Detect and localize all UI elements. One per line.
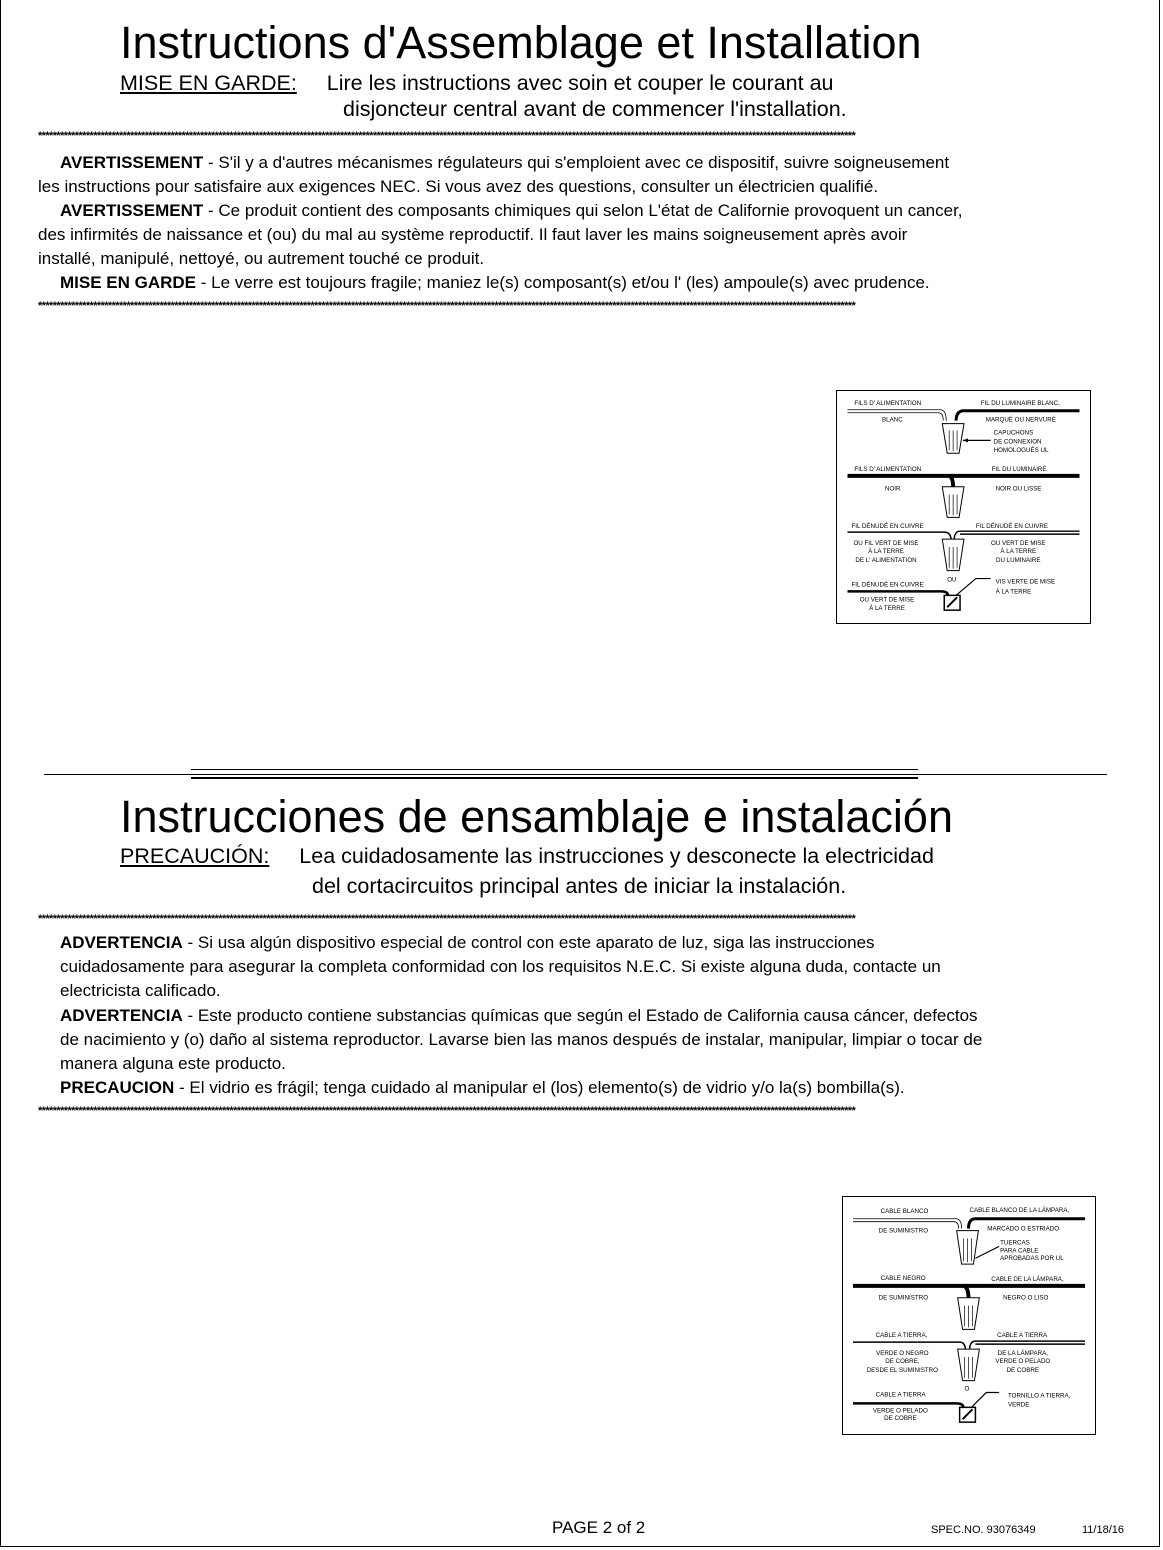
warning-text: cuidadosamente para asegurar la completa conformidad con los requisitos N.E.C. Si existe alguna duda, contacte un — [60, 957, 941, 977]
french-wiring-diagram — [836, 390, 1091, 624]
label: CABLE DE LA LÁMPARA, — [991, 1275, 1064, 1283]
label: NOIR OU LISSE — [995, 485, 1042, 493]
label: VIS VERTE DE MISE — [995, 578, 1056, 586]
warning-text: manera alguna este producto. — [60, 1054, 286, 1074]
spanish-caution-line1: Lea cuidadosamente las instrucciones y desconecte la electricidad — [299, 844, 934, 868]
french-warnings — [38, 151, 963, 295]
arrow-icon — [975, 1246, 999, 1258]
warning-text: electricista calificado. — [60, 981, 221, 1001]
separator: ****************************************************************************************************************************************************************************************************************************** — [38, 1106, 856, 1116]
label: PARA CABLE — [1000, 1247, 1039, 1255]
spec-number: SPEC.NO. 93076349 — [931, 1524, 1036, 1536]
separator: ****************************************************************************************************************************************************************************************************************************** — [38, 131, 856, 141]
label: CAPUCHONS — [993, 429, 1034, 437]
label: TORNILLO A TIERRA, — [1008, 1392, 1071, 1400]
divider-line — [191, 769, 918, 770]
wire-black — [848, 476, 1080, 488]
french-title: Instructions d'Assemblage et Installation — [120, 17, 922, 68]
french-caution-line2: disjoncteur central avant de commencer l'installation. — [343, 97, 847, 121]
label: CABLE A TIERRA — [997, 1332, 1048, 1340]
label: OU FIL VERT DE MISE — [853, 540, 919, 548]
label: O — [964, 1385, 970, 1393]
spec-date: 11/18/16 — [1082, 1524, 1125, 1536]
separator: ****************************************************************************************************************************************************************************************************************************** — [38, 301, 856, 311]
label: VERDE — [1008, 1401, 1030, 1409]
warning-label: ADVERTENCIA — [60, 1005, 183, 1025]
label: À LA TERRE — [1000, 547, 1037, 555]
label: FIL DÉNUDÉ EN CUIVRE — [851, 581, 924, 589]
warning-text: installé, manipulé, nettoyé, ou autrement touché ce produit. — [38, 249, 485, 268]
label: NEGRO O LISO — [1003, 1294, 1049, 1302]
label: DE LA LÁMPARA, — [997, 1350, 1048, 1357]
spanish-caution-label: PRECAUCIÓN: — [120, 844, 270, 868]
spanish-caution-line2: del cortacircuitos principal antes de iniciar la instalación. — [312, 874, 847, 898]
label: FILS D' ALIMENTATION — [854, 465, 922, 473]
spanish-wiring-diagram — [842, 1196, 1096, 1435]
label: DE SUMINISTRO — [878, 1294, 929, 1302]
caution-label: PRECAUCION — [60, 1078, 175, 1098]
label: OU VERT DE MISE — [859, 596, 915, 604]
spanish-warnings — [38, 931, 982, 1100]
divider-line — [191, 777, 918, 779]
warning-text: - Este producto contiene substancias químicas que según el Estado de California causa cáncer, defectos — [182, 1005, 978, 1025]
label: TUERCAS — [1000, 1239, 1030, 1247]
warning-text: - S'il y a d'autres mécanismes régulateurs qui s'emploient avec ce dispositif, suivre soigneusement — [203, 153, 950, 172]
label: DE COBRE, — [885, 1357, 920, 1365]
label: DE SUMINISTRO — [878, 1227, 929, 1235]
label: MARCADO O ESTRIADO — [987, 1225, 1060, 1233]
label: À LA TERRE — [869, 605, 905, 613]
label: CABLE BLANCO DE LA LÁMPARA, — [969, 1206, 1070, 1214]
label: CABLE BLANCO — [880, 1207, 929, 1215]
french-caution — [120, 70, 834, 96]
label: VERDE O PELADO — [995, 1357, 1051, 1365]
divider-line — [44, 774, 1107, 775]
warning-text: des infirmités de naissance et (ou) du mal au système reproductif. Il faut laver les mains soigneusement après avoir — [38, 225, 908, 244]
spanish-title: Instrucciones de ensamblaje e instalación — [120, 791, 953, 842]
label: VERDE O NEGRO — [876, 1350, 929, 1357]
label: FIL DU LUMINAIRE — [991, 465, 1047, 473]
label: CABLE NEGRO — [880, 1274, 926, 1282]
french-caution-label: MISE EN GARDE: — [120, 71, 297, 95]
label: OU VERT DE MISE — [991, 540, 1046, 548]
label: BLANC — [882, 416, 903, 424]
wiring-diagram-svg — [837, 391, 1090, 623]
spanish-caution — [120, 843, 934, 869]
warning-label: AVERTISSEMENT — [60, 153, 204, 172]
label: DE CONNEXION — [993, 438, 1042, 446]
label: MARQUÉ OU NERVURÉ — [985, 416, 1056, 424]
warning-text: - Si usa algún dispositivo especial de control con este aparato de luz, siga las instrucciones — [182, 933, 875, 952]
label: OU — [947, 576, 957, 584]
warning-label: ADVERTENCIA — [60, 933, 183, 952]
warning-label: AVERTISSEMENT — [60, 201, 204, 220]
label: VERDE O PELADO — [872, 1407, 928, 1415]
warning-text: les instructions pour satisfaire aux exigences NEC. Si vous avez des questions, consulter un électricien qualifié. — [38, 177, 879, 196]
wiring-diagram-svg — [843, 1197, 1095, 1434]
caution-text: - Le verre est toujours fragile; maniez le(s) composant(s) et/ou l' (les) ampoule(s) avec prudence. — [196, 273, 930, 292]
label: CABLE A TIERRA, — [875, 1332, 928, 1340]
label: DE L' ALIMENTATION — [855, 556, 917, 564]
label: CABLE A TIERRA — [875, 1391, 926, 1399]
label: NOIR — [885, 485, 901, 493]
label: DU LUMINAIRE — [996, 556, 1041, 564]
warning-text: de nacimiento y (o) daño al sistema reproductor. Lavarse bien las manos después de instalar, manipular, limpiar o tocar de — [60, 1029, 983, 1049]
warning-text: - Ce produit contient des composants chimiques qui selon L'état de Californie provoquent un cancer, — [203, 201, 963, 220]
label: DESDE EL SUMINISTRO — [866, 1366, 938, 1374]
caution-label: MISE EN GARDE — [60, 273, 197, 292]
label: À LA TERRE — [995, 588, 1032, 596]
label: FIL DÉNUDÉ EN CUIVRE — [851, 523, 924, 531]
label: FILS D' ALIMENTATION — [854, 399, 922, 407]
label: DE COBRE — [884, 1415, 917, 1423]
caution-text: - El vidrio es frágil; tenga cuidado al manipular el (los) elemento(s) de vidrio y/o la(s) bombilla(s). — [174, 1078, 905, 1098]
label: APROBADAS POR UL — [1000, 1255, 1064, 1263]
label: HOMOLOGUÉS UL — [993, 447, 1049, 455]
label: À LA TERRE — [868, 547, 904, 555]
label: FIL DU LUMINAIRE BLANC, — [980, 399, 1060, 407]
page-number: PAGE 2 of 2 — [552, 1518, 646, 1537]
label: FIL DÉNUDÉ EN CUIVRE — [975, 523, 1048, 531]
french-caution-line1: Lire les instructions avec soin et couper le courant au — [326, 71, 834, 95]
separator: ****************************************************************************************************************************************************************************************************************************** — [38, 914, 856, 924]
label: DE COBRE — [1006, 1366, 1040, 1374]
